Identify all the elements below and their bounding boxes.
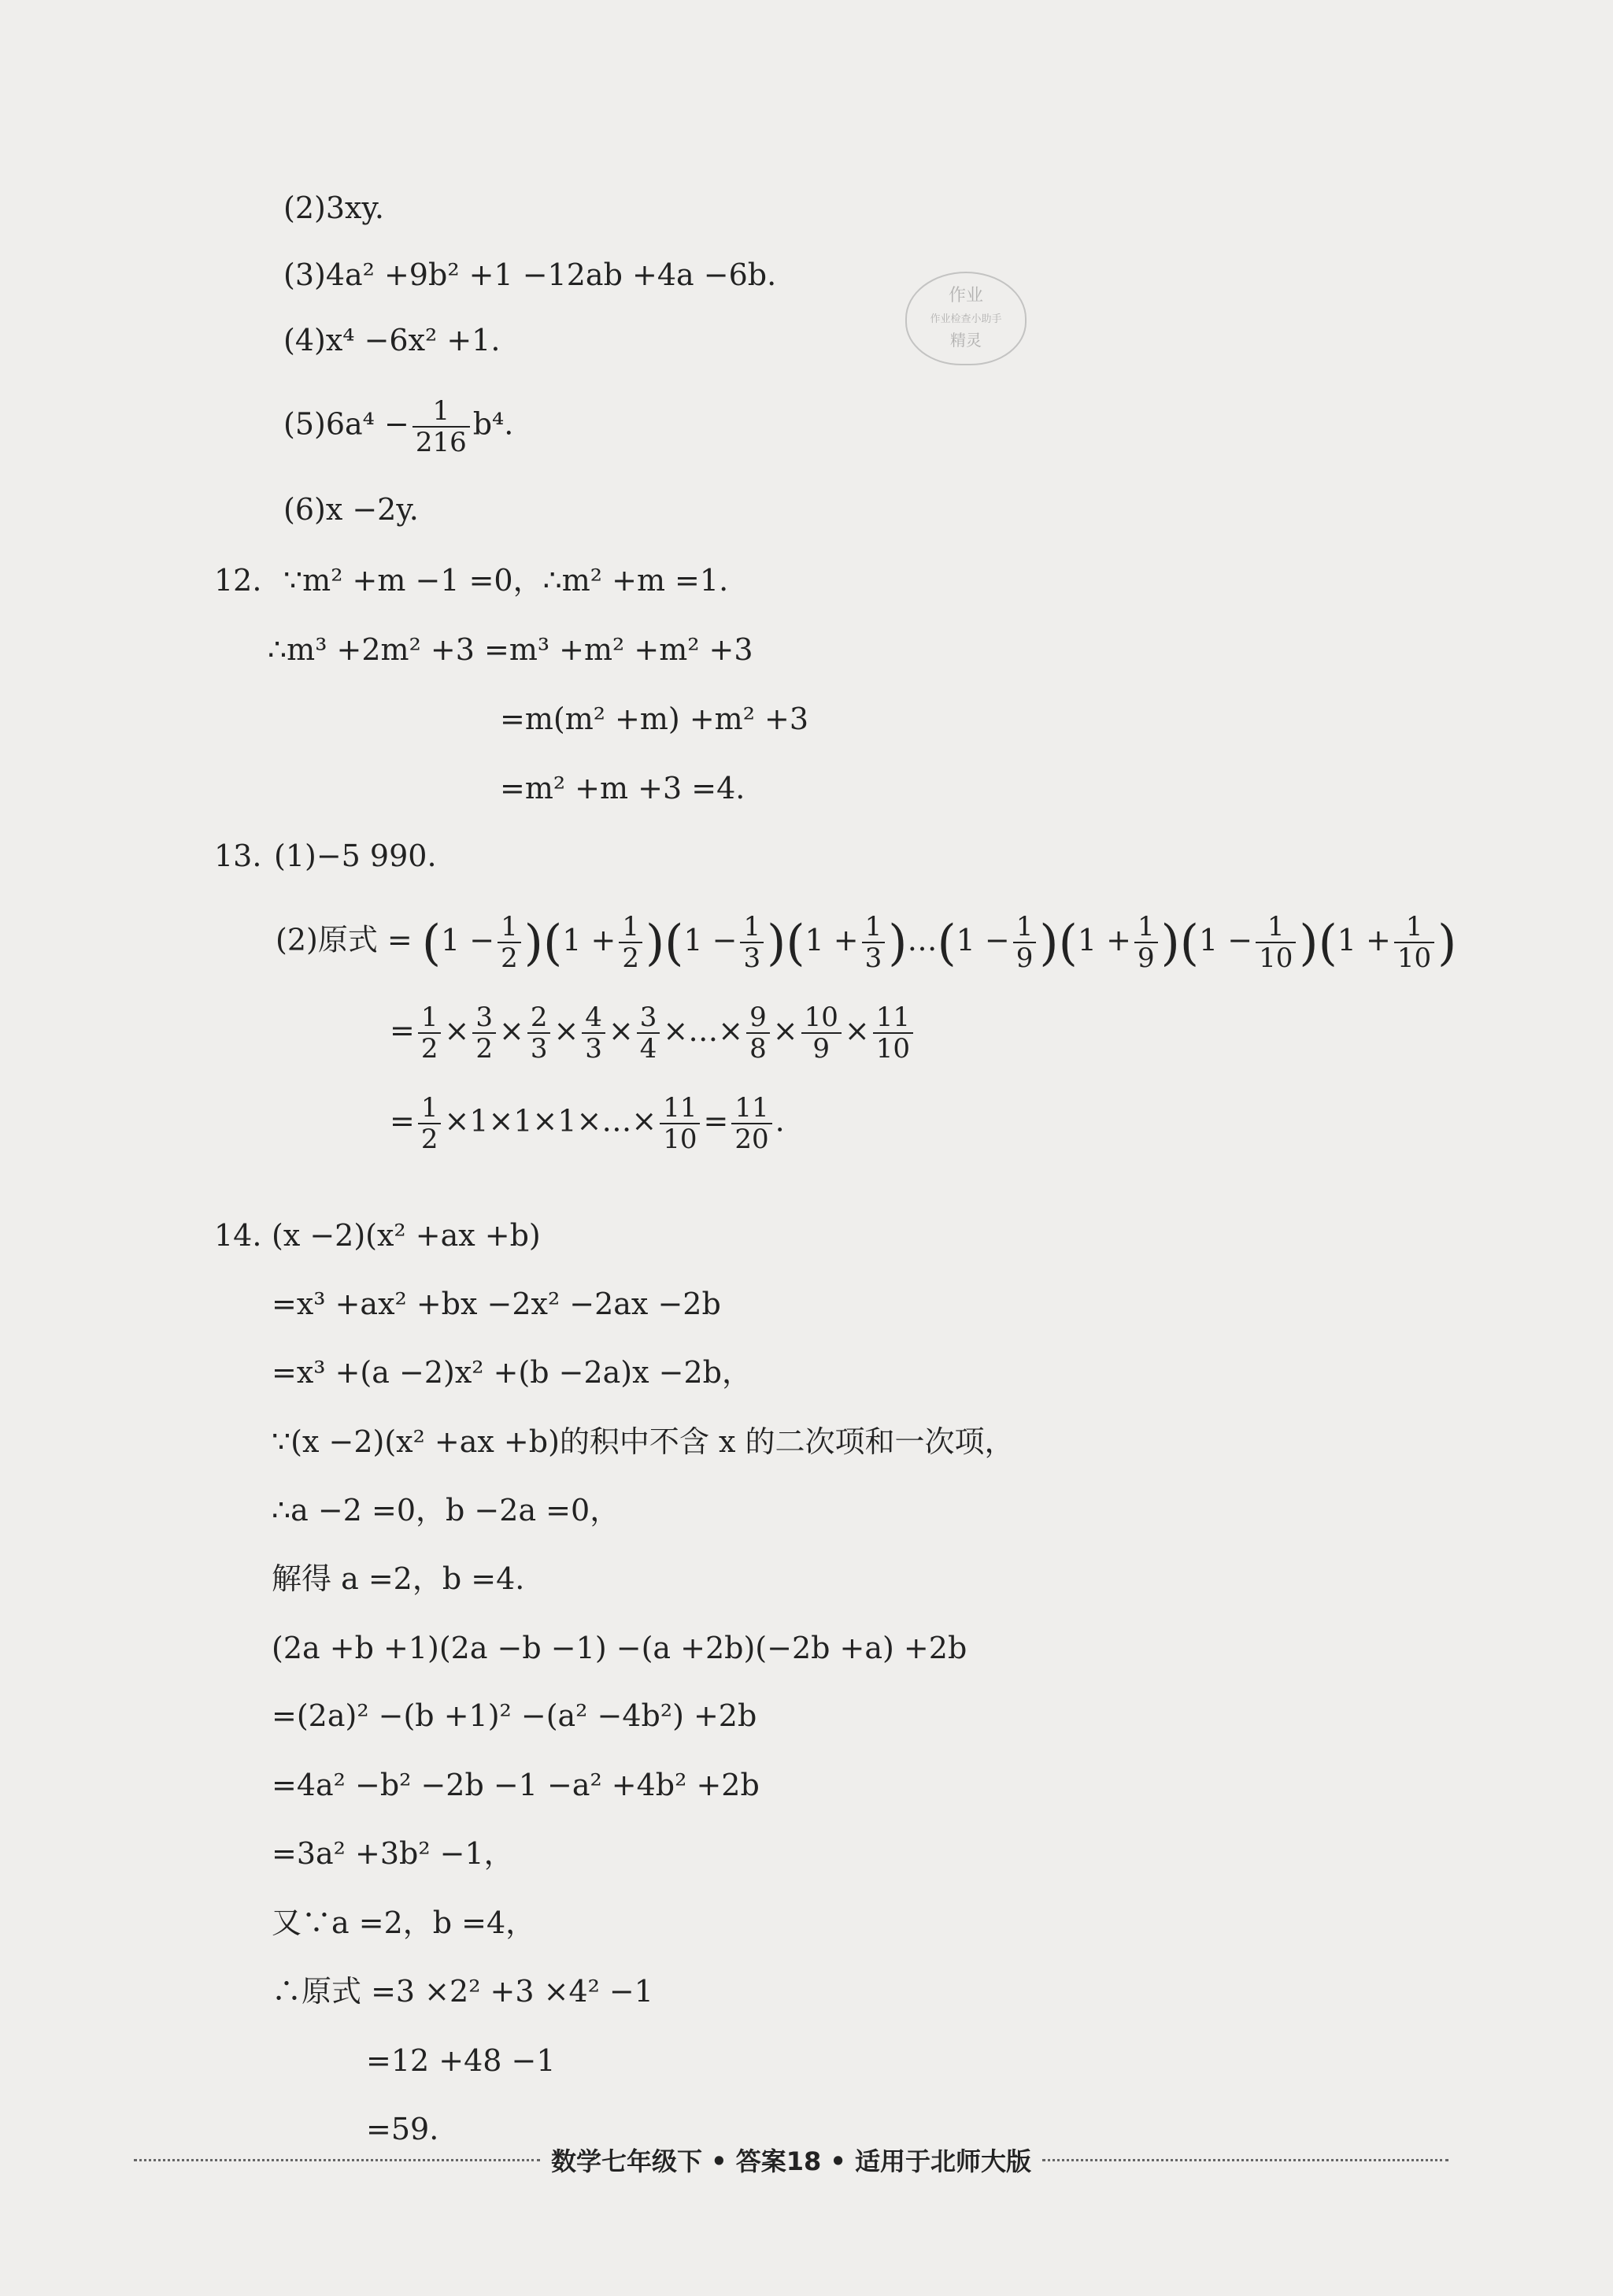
- q14-line9: =4a² −b² −2b −1 −a² +4b² +2b: [272, 1768, 760, 1802]
- q12-line3: =m(m² +m) +m² +3: [500, 702, 809, 736]
- q14-line6: 解得 a =2，b =4.: [272, 1561, 525, 1596]
- page-footer: [134, 2142, 1448, 2178]
- q13-frac-1-num: 1: [619, 913, 642, 943]
- q13-frac-5-num: 1: [1134, 913, 1158, 943]
- q14-line12: ∴原式 =3 ×2² +3 ×4² −1: [272, 1974, 653, 2009]
- q13-l3-frac-2: [527, 1002, 551, 1065]
- q13-l3-frac-0-num: 1: [418, 1004, 442, 1034]
- q13-paren-open-7: (: [1318, 913, 1337, 971]
- q13-term-4: 1 −: [956, 922, 1010, 957]
- q13-l3-frac-6-den: 9: [812, 1033, 831, 1065]
- q13-times-7: ×: [844, 1013, 870, 1048]
- q13-paren-close-0: ): [523, 913, 543, 971]
- q13-l3-frac-4-num: 3: [637, 1004, 660, 1034]
- q13-l3-frac-1: [472, 1002, 496, 1065]
- q14-line1: (x −2)(x² +ax +b): [272, 1218, 541, 1253]
- q13-frac-3-den: 3: [864, 942, 882, 974]
- q13-paren-close-1: ): [645, 913, 665, 971]
- q13-part1: (1)−5 990.: [274, 839, 437, 873]
- q13-frac-0-den: 2: [501, 942, 518, 974]
- q13-frac-4: [1013, 913, 1037, 972]
- stamp-seal: [905, 272, 1027, 365]
- q13-paren-open-6: (: [1179, 913, 1199, 971]
- q14-line5: ∴a −2 =0，b −2a =0，: [272, 1493, 620, 1528]
- q13-paren-open-2: (: [664, 913, 684, 971]
- stamp-bottom-text: 精灵: [950, 331, 982, 350]
- q13-frac-2-den: 3: [743, 942, 761, 974]
- q13-times-3: ×: [553, 1013, 579, 1048]
- q14-line14: =59.: [366, 2112, 439, 2146]
- q13-term-2: 1 −: [683, 922, 738, 957]
- q13-paren-open-0: (: [421, 913, 442, 971]
- q13-l3-frac-4: [637, 1002, 660, 1065]
- q14-line7: (2a +b +1)(2a −b −1) −(a +2b)(−2b +a) +2b: [272, 1631, 967, 1665]
- q13-number: 13.: [214, 839, 262, 873]
- q13-l3-frac-4-den: 4: [639, 1033, 657, 1065]
- stamp-middle-text: 作业检查小助手: [930, 313, 1002, 325]
- q13-part2-line2: = $\frac{1}{2}$ × $\frac{3}{2}$ × $\frac{2}{3}$ × $\frac{4}{3}$ × $\frac{3}{4}$ ×…× $\frac{9}{8}$ × $\frac{10}{9}$ × $\frac{11}{10}$: [390, 1004, 916, 1062]
- q13-l3-frac-1-den: 2: [475, 1033, 493, 1065]
- q11-part5: (5)6a⁴ − $\frac{1}{216}$ b⁴.: [283, 395, 514, 458]
- q13-paren-close-2: ): [767, 913, 786, 971]
- q13-frac-4-num: 1: [1013, 913, 1037, 943]
- q13-frac-6-num: 1: [1256, 913, 1296, 943]
- footer-text: 数学七年级下 • 答案18 • 适用于北师大版: [551, 2146, 1032, 2176]
- q13-paren-open-1: (: [543, 913, 563, 971]
- q13-term-1: 1 +: [562, 922, 616, 957]
- q13-frac-3-num: 1: [862, 913, 886, 943]
- q13-frac-4-den: 9: [1016, 942, 1034, 974]
- footer-divider-left: [134, 2159, 540, 2161]
- stamp-icon: [907, 273, 1025, 364]
- q13-frac-7-num: 1: [1394, 913, 1434, 943]
- q13-times-5: ×…×: [663, 1013, 744, 1048]
- q13-part2-line3: = $\frac{1}{2}$ ×1×1×1×…× $\frac{11}{10}$ = $\frac{11}{20}$ .: [390, 1092, 785, 1155]
- q13-paren-close-7: ): [1437, 913, 1457, 971]
- q13-l3-frac-0: [418, 1002, 442, 1065]
- q13-l3-frac-3-den: 3: [585, 1033, 602, 1065]
- q13-term-5: 1 +: [1077, 922, 1131, 957]
- q13-frac-2: [740, 913, 764, 972]
- q13-paren-open-4: (: [937, 913, 956, 971]
- q13-term-6: 1 −: [1198, 922, 1253, 957]
- q13-l3-frac-7-den: 10: [875, 1033, 910, 1065]
- q13-paren-close-4: ): [1039, 913, 1059, 971]
- q13-paren-close-6: ): [1299, 913, 1319, 971]
- q13-paren-open-5: (: [1058, 913, 1078, 971]
- q13-l3-frac-5: [746, 1002, 770, 1065]
- q13-l3-frac-7-num: 11: [873, 1004, 913, 1034]
- q13-frac-6-den: 10: [1259, 942, 1293, 974]
- q13-l3-frac-2-den: 3: [530, 1033, 548, 1065]
- q13-frac-0-num: 1: [498, 913, 521, 943]
- q12-line1: ∵m² +m −1 =0，∴m² +m =1.: [283, 563, 729, 598]
- q13-l3-frac-6: [801, 1002, 842, 1065]
- q14-line13: =12 +48 −1: [366, 2043, 556, 2078]
- q13-frac-0: [498, 913, 521, 972]
- q13-term-7: 1 +: [1337, 922, 1391, 957]
- q13-frac-7: [1394, 913, 1434, 972]
- q13-paren-open-3: (: [786, 913, 805, 971]
- q11-part6: (6)x −2y.: [283, 492, 419, 527]
- q13-l3-frac-3: [582, 1002, 605, 1065]
- q14-line11: 又∵a =2，b =4，: [272, 1905, 536, 1940]
- q12-number: 12.: [214, 563, 262, 598]
- q13-frac-1-den: 2: [622, 942, 639, 974]
- q14-line4: ∵(x −2)(x² +ax +b)的积中不含 x 的二次项和一次项，: [272, 1424, 1015, 1459]
- footer-divider-right: [1042, 2159, 1448, 2161]
- q13-frac-2-num: 1: [740, 913, 764, 943]
- q13-frac-1: [619, 913, 642, 972]
- q13-part2-line1: (2)原式 = (1 − $\frac{1}{2}$ )(1 + $\frac{1}{2}$ )(1 − $\frac{1}{3}$ )(1 + $\frac{1}{3}$ )…(1 − $\frac{1}{9}$ )(1 + $\frac{1}{9}$ )(1 − $\frac{1}{10}$ )(1 + $\frac{1}{10}$ ): [276, 911, 1457, 974]
- q14-line2: =x³ +ax² +bx −2x² −2ax −2b: [272, 1287, 721, 1321]
- q13-frac-5-den: 9: [1137, 942, 1155, 974]
- q13-l3-frac-7: [873, 1002, 913, 1065]
- q13-times-1: ×: [444, 1013, 470, 1048]
- q13-term-0: 1 −: [441, 922, 495, 957]
- q11-part4: (4)x⁴ −6x² +1.: [283, 323, 501, 357]
- q13-l3-frac-3-num: 4: [582, 1004, 605, 1034]
- q12-line2: ∴m³ +2m² +3 =m³ +m² +m² +3: [268, 632, 753, 667]
- q14-line8: =(2a)² −(b +1)² −(a² −4b²) +2b: [272, 1698, 757, 1733]
- q11-part2: (2)3xy.: [283, 191, 384, 225]
- q13-l3-frac-5-den: 8: [749, 1033, 767, 1065]
- q13-frac-3: [862, 913, 886, 972]
- q12-line4: =m² +m +3 =4.: [500, 771, 745, 805]
- q13-l3-frac-2-num: 2: [527, 1004, 551, 1034]
- q13-frac-5: [1134, 913, 1158, 972]
- q13-paren-close-5: ): [1160, 913, 1180, 971]
- q13-term-3: 1 +: [805, 922, 859, 957]
- q14-line10: =3a² +3b² −1，: [272, 1836, 514, 1871]
- q11-part3: (3)4a² +9b² +1 −12ab +4a −6b.: [283, 257, 777, 292]
- q13-paren-close-3: ): [888, 913, 908, 971]
- stamp-top-text: 作业: [948, 286, 984, 306]
- q13-l3-frac-5-num: 9: [746, 1004, 770, 1034]
- q13-l3-frac-0-den: 2: [420, 1033, 438, 1065]
- q13-times-4: ×: [608, 1013, 634, 1048]
- q14-line3: =x³ +(a −2)x² +(b −2a)x −2b，: [272, 1355, 752, 1390]
- q13-l3-frac-6-num: 10: [801, 1004, 842, 1034]
- q13-times-6: ×: [772, 1013, 798, 1048]
- q13-l3-frac-1-num: 3: [472, 1004, 496, 1034]
- q14-number: 14.: [214, 1218, 262, 1253]
- q13-frac-7-den: 10: [1397, 942, 1432, 974]
- q13-ellipsis: …: [907, 922, 938, 957]
- q13-frac-6: [1256, 913, 1296, 972]
- q13-times-2: ×: [498, 1013, 524, 1048]
